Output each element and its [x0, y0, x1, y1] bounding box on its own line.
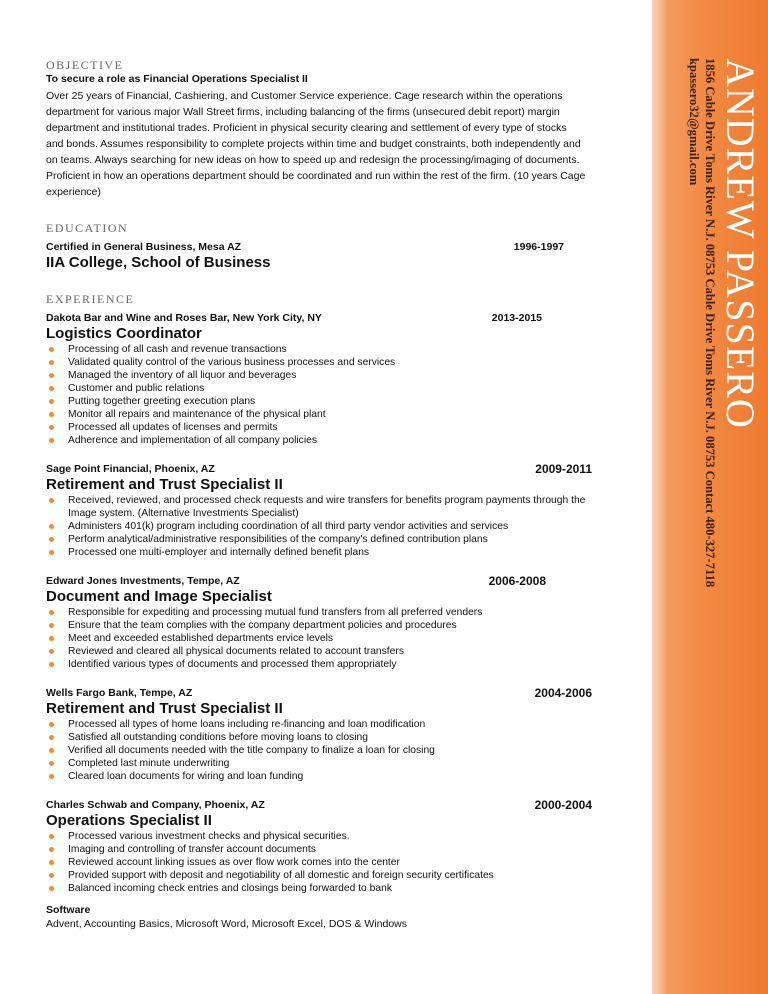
bullet-item: Validated quality control of the various business processes and services: [46, 356, 606, 369]
bullet-item: Verified all documents needed with the title company to finalize a loan for closing: [46, 744, 606, 757]
bullet-item: Reviewed and cleared all physical documents related to account transfers: [46, 645, 606, 658]
job-employer: Edward Jones Investments, Tempe, AZ: [46, 575, 240, 587]
bullet-item: Meet and exceeded established departments ervice levels: [46, 632, 606, 645]
bullet-item: Processed various investment checks and physical securities.: [46, 830, 606, 843]
job-dates: 2013-2015: [491, 312, 542, 324]
job-role: Retirement and Trust Specialist II: [46, 476, 283, 493]
section-title-experience: EXPERIENCE: [46, 292, 135, 306]
software-title: Software: [46, 904, 91, 916]
job-bullets: [46, 343, 606, 447]
resume-body: [46, 58, 606, 931]
bullet-item: Customer and public relations: [46, 382, 606, 395]
job-header: [46, 574, 606, 588]
objective-subtitle: To secure a role as Financial Operations Specialist II: [46, 73, 308, 85]
job-bullets: [46, 830, 606, 895]
education-school: IIA College, School of Business: [46, 254, 271, 271]
bullet-item: Processed all updates of licenses and permits: [46, 421, 606, 434]
contact-address: 1856 Cable Drive Toms River N.J. 08753 Cable Drive Toms River N.J. 08753 Contact 480-327-7118: [703, 58, 717, 588]
bullet-item: Monitor all repairs and maintenance of the physical plant: [46, 408, 606, 421]
bullet-item: Imaging and controlling of transfer account documents: [46, 843, 606, 856]
contact-sidebar: [652, 0, 768, 994]
job-bullets: [46, 494, 606, 559]
bullet-item: Provided support with deposit and negotiability of all domestic and foreign security certificates: [46, 869, 606, 882]
job-role: Logistics Coordinator: [46, 325, 202, 342]
bullet-item: Balanced incoming check entries and closings being forwarded to bank: [46, 882, 606, 895]
bullet-item: Processing of all cash and revenue transactions: [46, 343, 606, 356]
job-employer: Wells Fargo Bank, Tempe, AZ: [46, 687, 193, 699]
objective-text: Over 25 years of Financial, Cashiering, and Customer Service experience. Cage research within the operations department for various major Wall Street firms, including balancing of the firms (unsecured debit report) margin department and institutional trades. Proficient in physical security clearing and settlement of every type of stocks and bonds. Assumes responsibility to complete projects within time and budget constraints, both independently and on teams. Always searching for new ideas on how to speed up and redesign the processing/imaging of documents. Proficient in how an operations department should be coordinated and run within the rest of the firm. (10 years Cage experience): [46, 90, 586, 198]
job-employer: Charles Schwab and Company, Phoenix, AZ: [46, 799, 265, 811]
bullet-item: Reviewed account linking issues as over flow work comes into the center: [46, 856, 606, 869]
candidate-name: ANDREW PASSERO: [718, 58, 763, 429]
job-role: Retirement and Trust Specialist II: [46, 700, 283, 717]
bullet-item: Received, reviewed, and processed check requests and wire transfers for benefits program payments through the Image system. (Alternative Investments Specialist): [46, 494, 606, 520]
bullet-item: Cleared loan documents for wiring and loan funding: [46, 770, 606, 783]
bullet-item: Putting together greeting execution plans: [46, 395, 606, 408]
bullet-item: Adherence and implementation of all company policies: [46, 434, 606, 447]
contact-email[interactable]: kpassero32@gmail.com: [687, 58, 701, 186]
job-entry: [46, 574, 606, 671]
bullet-item: Completed last minute underwriting: [46, 757, 606, 770]
job-role: Document and Image Specialist: [46, 588, 272, 605]
bullet-item: Ensure that the team complies with the company department policies and procedures: [46, 619, 606, 632]
job-header: [46, 311, 606, 325]
experience-section: [46, 292, 606, 895]
bullet-item: Processed all types of home loans including re-financing and loan modification: [46, 718, 606, 731]
job-employer: Dakota Bar and Wine and Roses Bar, New York City, NY: [46, 312, 322, 324]
job-dates: 2000-2004: [534, 798, 592, 812]
job-dates: 2009-2011: [535, 462, 592, 476]
job-bullets: [46, 606, 606, 671]
sidebar-rotated-text: [652, 0, 768, 994]
software-text: Advent, Accounting Basics, Microsoft Word, Microsoft Excel, DOS & Windows: [46, 918, 408, 930]
bullet-item: Perform analytical/administrative responsibilities of the company's defined contribution plans: [46, 533, 606, 546]
bullet-item: Managed the inventory of all liquor and beverages: [46, 369, 606, 382]
job-entry: [46, 798, 606, 895]
education-section: [46, 221, 606, 272]
education-dates: 1996-1997: [513, 241, 564, 253]
education-program: Certified in General Business, Mesa AZ: [46, 241, 242, 253]
job-role: Operations Specialist II: [46, 812, 212, 829]
section-title-education: EDUCATION: [46, 221, 129, 235]
job-header: [46, 462, 606, 476]
education-row: [46, 240, 606, 254]
bullet-item: Processed one multi-employer and internally defined benefit plans: [46, 546, 606, 559]
bullet-item: Identified various types of documents and processed them appropriately: [46, 658, 606, 671]
job-entry: [46, 462, 606, 559]
bullet-item: Responsible for expediting and processing mutual fund transfers from all preferred venders: [46, 606, 606, 619]
job-dates: 2006-2008: [488, 574, 546, 588]
bullet-item: Satisfied all outstanding conditions before moving loans to closing: [46, 731, 606, 744]
job-entry: [46, 686, 606, 783]
job-header: [46, 798, 606, 812]
job-entry: [46, 311, 606, 447]
job-header: [46, 686, 606, 700]
job-dates: 2004-2006: [534, 686, 592, 700]
job-employer: Sage Point Financial, Phoenix, AZ: [46, 463, 215, 475]
bullet-item: Administers 401(k) program including coordination of all third party vendor activities and services: [46, 520, 606, 533]
objective-section: [46, 58, 606, 200]
software-section: [46, 903, 606, 931]
section-title-objective: OBJECTIVE: [46, 58, 124, 72]
job-bullets: [46, 718, 606, 783]
